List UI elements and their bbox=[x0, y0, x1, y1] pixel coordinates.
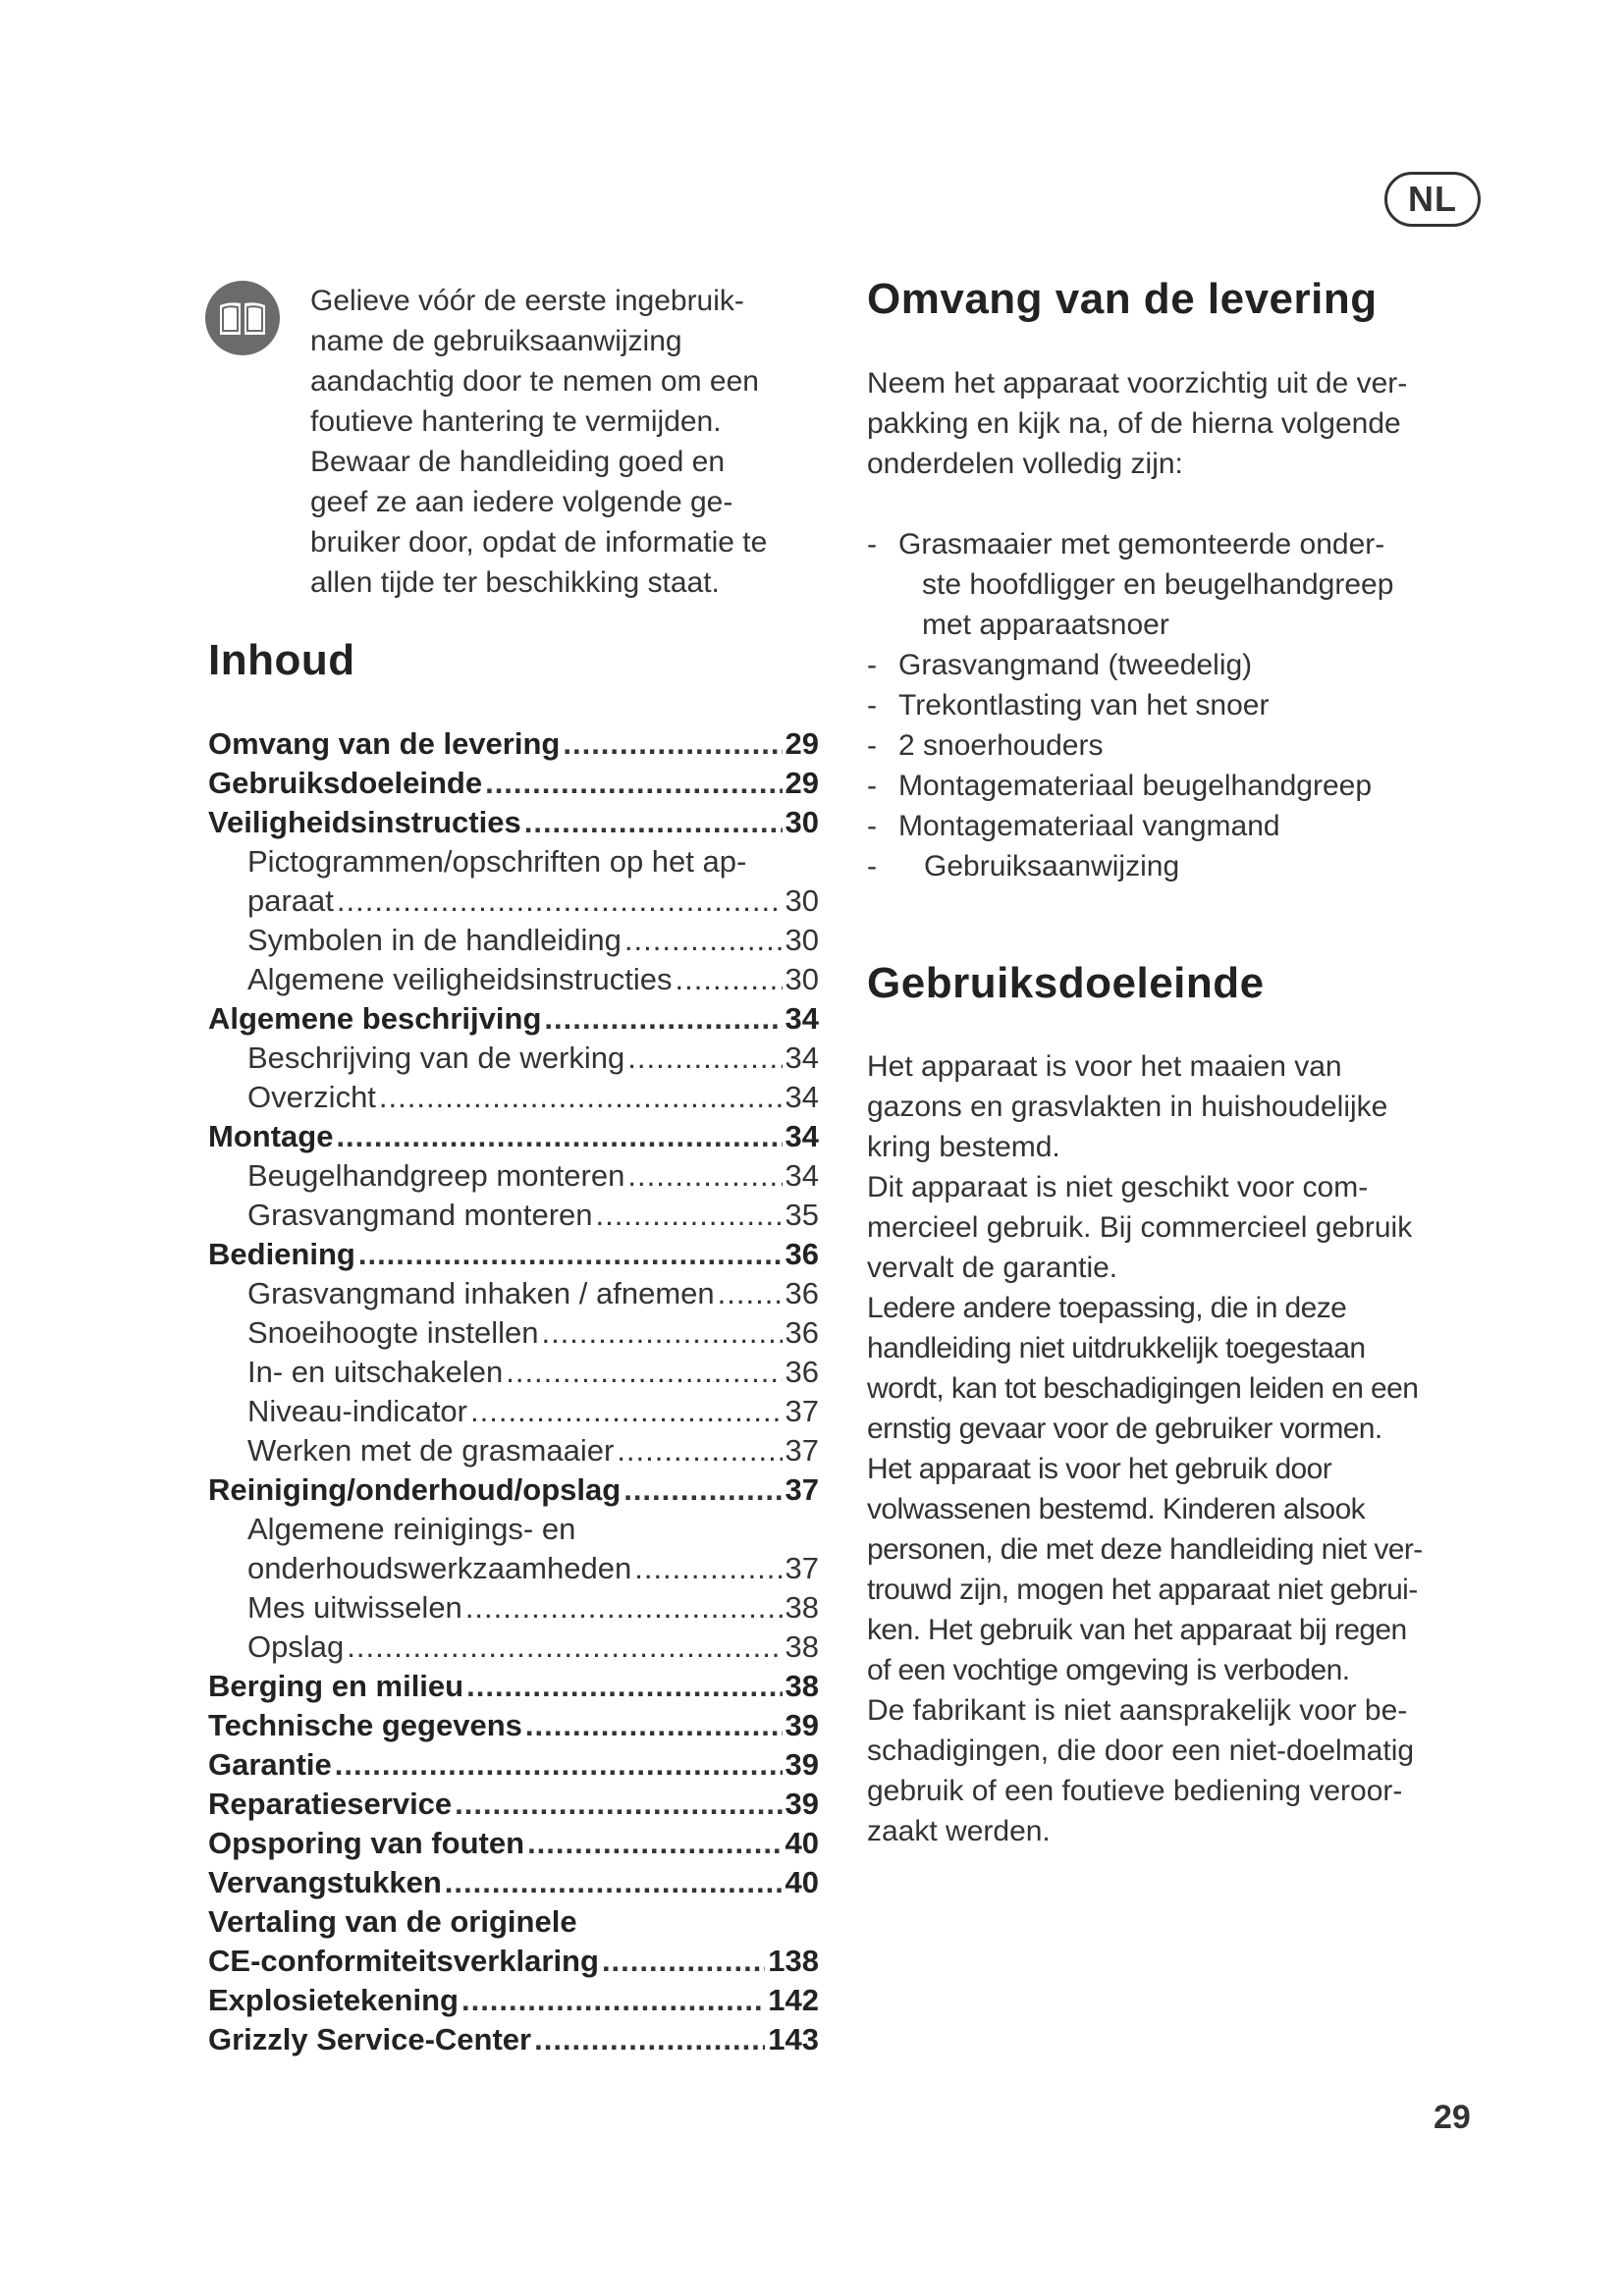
toc-entry-label: Grasvangmand inhaken / afnemen bbox=[247, 1276, 715, 1310]
gebruik-line: personen, die met deze handleiding niet ver- bbox=[867, 1533, 1423, 1566]
toc-leader-dots bbox=[470, 1392, 783, 1431]
gebruik-line: gebruik of een foutieve bediening veroor- bbox=[867, 1775, 1403, 1807]
toc-entry-page: 37 bbox=[785, 1551, 819, 1585]
table-of-contents bbox=[208, 724, 819, 2059]
toc-leader-dots bbox=[445, 1863, 783, 1902]
toc-leader-dots bbox=[623, 1470, 782, 1510]
toc-entry-label: Beugelhandgreep monteren bbox=[247, 1158, 625, 1193]
gebruik-line: wordt, kan tot beschadigingen leiden en een bbox=[867, 1372, 1419, 1405]
toc-entry-label: Montage bbox=[208, 1119, 334, 1153]
toc-entry[interactable] bbox=[208, 842, 819, 881]
delivery-list-item bbox=[867, 846, 1393, 886]
toc-entry-label: In- en uitschakelen bbox=[247, 1355, 504, 1389]
toc-entry-label: Niveau-indicator bbox=[247, 1394, 467, 1428]
delivery-list-item bbox=[867, 524, 1393, 564]
toc-entry-page: 36 bbox=[785, 1315, 819, 1350]
toc-leader-dots bbox=[624, 921, 783, 960]
toc-entry[interactable] bbox=[208, 881, 819, 921]
toc-entry-label: Symbolen in de handleiding bbox=[247, 923, 622, 957]
toc-entry[interactable] bbox=[208, 1431, 819, 1470]
toc-entry-page: 37 bbox=[785, 1394, 819, 1428]
toc-entry[interactable] bbox=[208, 1039, 819, 1078]
toc-entry-label: Algemene beschrijving bbox=[208, 1001, 542, 1036]
toc-entry-label: Veiligheidsinstructies bbox=[208, 805, 521, 839]
toc-entry-page: 40 bbox=[785, 1865, 819, 1899]
delivery-list-item bbox=[867, 605, 1393, 645]
toc-leader-dots bbox=[602, 1942, 765, 1981]
toc-entry[interactable] bbox=[208, 1235, 819, 1274]
toc-entry-label: Opsporing van fouten bbox=[208, 1826, 525, 1860]
delivery-list-item bbox=[867, 766, 1393, 806]
toc-entry[interactable] bbox=[208, 1667, 819, 1706]
delivery-list-item-text: ste hoofdligger en beugelhandgreep bbox=[922, 568, 1394, 601]
toc-leader-dots bbox=[466, 1667, 782, 1706]
delivery-list-item bbox=[867, 564, 1393, 605]
toc-entry-label: Reiniging/onderhoud/opslag bbox=[208, 1472, 622, 1507]
toc-entry[interactable] bbox=[208, 921, 819, 960]
gebruik-line: gazons en grasvlakten in huishoudelijke bbox=[867, 1091, 1388, 1123]
toc-entry-label: Garantie bbox=[208, 1747, 332, 1782]
toc-entry[interactable] bbox=[208, 1274, 819, 1313]
toc-entry[interactable] bbox=[208, 1353, 819, 1392]
toc-entry-label: Omvang van de levering bbox=[208, 726, 561, 761]
list-dash: - bbox=[867, 810, 877, 842]
toc-entry[interactable] bbox=[208, 1902, 819, 1942]
toc-entry-page: 34 bbox=[785, 1001, 819, 1036]
toc-entry-page: 30 bbox=[785, 962, 819, 996]
toc-leader-dots bbox=[358, 1235, 783, 1274]
toc-entry-page: 39 bbox=[785, 1708, 819, 1742]
toc-entry[interactable] bbox=[208, 1785, 819, 1824]
delivery-list-item bbox=[867, 685, 1393, 725]
intro-line: foutieve hantering te vermijden. bbox=[310, 405, 722, 438]
toc-entry-page: 34 bbox=[785, 1041, 819, 1075]
gebruik-line: Het apparaat is voor het gebruik door bbox=[867, 1453, 1332, 1485]
toc-leader-dots bbox=[465, 1588, 783, 1628]
toc-entry[interactable] bbox=[208, 1549, 819, 1588]
toc-entry[interactable] bbox=[208, 1942, 819, 1981]
toc-entry-page: 34 bbox=[785, 1158, 819, 1193]
toc-entry-page: 37 bbox=[785, 1472, 819, 1507]
toc-entry[interactable] bbox=[208, 1628, 819, 1667]
toc-entry-page: 36 bbox=[785, 1355, 819, 1389]
delivery-list-item-text: Gebruiksaanwijzing bbox=[924, 850, 1180, 882]
section-title-omvang: Omvang van de levering bbox=[867, 275, 1378, 323]
toc-entry[interactable] bbox=[208, 1470, 819, 1510]
delivery-list-item-text: Grasmaaier met gemonteerde onder- bbox=[898, 528, 1385, 561]
toc-leader-dots bbox=[524, 803, 783, 842]
toc-entry-page: 38 bbox=[785, 1590, 819, 1625]
gebruik-line: Het apparaat is voor het maaien van bbox=[867, 1050, 1342, 1083]
toc-entry[interactable] bbox=[208, 1981, 819, 2020]
toc-entry-label: Algemene reinigings- en bbox=[247, 1512, 576, 1546]
toc-entry-label: paraat bbox=[247, 883, 334, 918]
toc-entry-label: Reparatieservice bbox=[208, 1787, 453, 1821]
delivery-list-item-text: Trekontlasting van het snoer bbox=[898, 689, 1270, 721]
gebruik-line: ken. Het gebruik van het apparaat bij regen bbox=[867, 1614, 1407, 1646]
toc-leader-dots bbox=[461, 1981, 765, 2020]
list-dash: - bbox=[867, 689, 877, 721]
toc-entry-page: 36 bbox=[785, 1276, 819, 1310]
toc-leader-dots bbox=[718, 1274, 783, 1313]
toc-entry[interactable] bbox=[208, 1510, 819, 1549]
gebruik-line: Dit apparaat is niet geschikt voor com- bbox=[867, 1171, 1369, 1203]
toc-entry-label: Overzicht bbox=[247, 1080, 376, 1114]
intro-line: geef ze aan iedere volgende ge- bbox=[310, 486, 733, 518]
toc-entry-page: 39 bbox=[785, 1787, 819, 1821]
toc-entry-label: Mes uitwisselen bbox=[247, 1590, 462, 1625]
intro-line: Bewaar de handleiding goed en bbox=[310, 446, 726, 478]
intro-line: allen tijde ter beschikking staat. bbox=[310, 566, 720, 599]
toc-entry-page: 30 bbox=[785, 923, 819, 957]
toc-entry[interactable] bbox=[208, 1117, 819, 1156]
toc-leader-dots bbox=[627, 1039, 782, 1078]
toc-entry-page: 138 bbox=[768, 1944, 819, 1978]
intro-line: bruiker door, opdat de informatie te bbox=[310, 526, 768, 559]
gebruik-line: schadigingen, die door een niet-doelmatig bbox=[867, 1735, 1415, 1767]
toc-title: Inhoud bbox=[208, 636, 355, 684]
toc-entry-page: 30 bbox=[785, 883, 819, 918]
gebruik-line: handleiding niet uitdrukkelijk toegestaan bbox=[867, 1332, 1366, 1364]
list-dash: - bbox=[867, 528, 877, 561]
delivery-list-item bbox=[867, 725, 1393, 766]
intro-text bbox=[310, 281, 840, 603]
book-icon bbox=[204, 280, 281, 356]
toc-entry-page: 37 bbox=[785, 1433, 819, 1468]
toc-leader-dots bbox=[544, 999, 782, 1039]
toc-entry-page: 39 bbox=[785, 1747, 819, 1782]
toc-entry[interactable] bbox=[208, 1588, 819, 1628]
gebruik-line: Ledere andere toepassing, die in deze bbox=[867, 1292, 1347, 1324]
toc-leader-dots bbox=[336, 1117, 782, 1156]
toc-entry-label: Grasvangmand monteren bbox=[247, 1198, 593, 1232]
toc-entry[interactable] bbox=[208, 1392, 819, 1431]
page-number: 29 bbox=[1434, 2099, 1471, 2136]
gebruik-text bbox=[867, 1046, 1423, 1851]
list-dash: - bbox=[867, 649, 877, 681]
toc-leader-dots bbox=[347, 1628, 782, 1667]
delivery-list bbox=[867, 524, 1393, 886]
list-dash: - bbox=[867, 850, 877, 882]
delivery-list-item bbox=[867, 645, 1393, 685]
gebruik-line: De fabrikant is niet aansprakelijk voor be- bbox=[867, 1694, 1408, 1727]
toc-leader-dots bbox=[379, 1078, 783, 1117]
toc-leader-dots bbox=[634, 1549, 782, 1588]
toc-leader-dots bbox=[534, 2020, 765, 2059]
toc-entry[interactable] bbox=[208, 764, 819, 803]
toc-entry-label: Technische gegevens bbox=[208, 1708, 522, 1742]
omvang-intro-line: pakking en kijk na, of de hierna volgende bbox=[867, 407, 1401, 440]
gebruik-line: vervalt de garantie. bbox=[867, 1252, 1118, 1284]
toc-entry[interactable] bbox=[208, 1745, 819, 1785]
toc-entry[interactable] bbox=[208, 2020, 819, 2059]
toc-leader-dots bbox=[541, 1313, 782, 1353]
toc-leader-dots bbox=[527, 1824, 782, 1863]
toc-entry-label: Grizzly Service-Center bbox=[208, 2022, 532, 2056]
toc-entry-page: 30 bbox=[785, 805, 819, 839]
delivery-list-item-text: 2 snoerhouders bbox=[898, 729, 1104, 762]
toc-entry-label: Opslag bbox=[247, 1629, 345, 1664]
gebruik-line: zaakt werden. bbox=[867, 1815, 1051, 1847]
toc-entry-label: Pictogrammen/opschriften op het ap- bbox=[247, 844, 747, 879]
toc-leader-dots bbox=[627, 1156, 782, 1196]
toc-leader-dots bbox=[676, 960, 783, 999]
toc-leader-dots bbox=[596, 1196, 783, 1235]
list-dash: - bbox=[867, 770, 877, 802]
toc-entry-label: Bediening bbox=[208, 1237, 355, 1271]
toc-leader-dots bbox=[506, 1353, 782, 1392]
gebruik-line: trouwd zijn, mogen het apparaat niet gebrui- bbox=[867, 1574, 1418, 1606]
toc-entry-label: Snoeihoogte instellen bbox=[247, 1315, 539, 1350]
delivery-list-item-text: Montagemateriaal vangmand bbox=[898, 810, 1280, 842]
delivery-list-item-text: met apparaatsnoer bbox=[922, 609, 1169, 641]
toc-entry-label: Berging en milieu bbox=[208, 1669, 464, 1703]
toc-entry[interactable] bbox=[208, 1078, 819, 1117]
gebruik-line: mercieel gebruik. Bij commercieel gebruik bbox=[867, 1211, 1413, 1244]
gebruik-line: volwassenen bestemd. Kinderen alsook bbox=[867, 1493, 1366, 1525]
delivery-list-item bbox=[867, 806, 1393, 846]
omvang-intro bbox=[867, 363, 1407, 484]
toc-entry-page: 40 bbox=[785, 1826, 819, 1860]
intro-line: name de gebruiksaanwijzing bbox=[310, 325, 682, 357]
toc-leader-dots bbox=[335, 1745, 783, 1785]
toc-entry[interactable] bbox=[208, 1706, 819, 1745]
language-badge: NL bbox=[1384, 172, 1481, 227]
intro-line: aandachtig door te nemen om een bbox=[310, 365, 759, 398]
toc-entry[interactable] bbox=[208, 1156, 819, 1196]
toc-leader-dots bbox=[525, 1706, 783, 1745]
toc-entry-page: 29 bbox=[785, 726, 819, 761]
toc-entry-page: 35 bbox=[785, 1198, 819, 1232]
toc-entry-page: 38 bbox=[785, 1629, 819, 1664]
toc-entry[interactable] bbox=[208, 1313, 819, 1353]
toc-leader-dots bbox=[563, 724, 782, 764]
toc-entry[interactable] bbox=[208, 1824, 819, 1863]
toc-entry-label: Vertaling van de originele bbox=[208, 1904, 577, 1939]
toc-leader-dots bbox=[455, 1785, 782, 1824]
toc-leader-dots bbox=[337, 881, 783, 921]
delivery-list-item-text: Grasvangmand (tweedelig) bbox=[898, 649, 1253, 681]
delivery-list-item-text: Montagemateriaal beugelhandgreep bbox=[898, 770, 1373, 802]
gebruik-line: kring bestemd. bbox=[867, 1131, 1060, 1163]
omvang-intro-line: Neem het apparaat voorzichtig uit de ver- bbox=[867, 367, 1408, 400]
toc-entry-page: 38 bbox=[785, 1669, 819, 1703]
omvang-intro-line: onderdelen volledig zijn: bbox=[867, 448, 1183, 480]
toc-entry-label: Explosietekening bbox=[208, 1983, 459, 2017]
toc-entry[interactable] bbox=[208, 724, 819, 764]
toc-entry-label: CE-conformiteitsverklaring bbox=[208, 1944, 599, 1978]
section-title-gebruik: Gebruiksdoeleinde bbox=[867, 959, 1265, 1007]
toc-entry-label: Vervangstukken bbox=[208, 1865, 442, 1899]
toc-entry-page: 29 bbox=[785, 766, 819, 800]
gebruik-line: of een vochtige omgeving is verboden. bbox=[867, 1654, 1350, 1686]
toc-entry-label: Beschrijving van de werking bbox=[247, 1041, 625, 1075]
list-dash: - bbox=[867, 729, 877, 762]
toc-entry[interactable] bbox=[208, 803, 819, 842]
toc-entry[interactable] bbox=[208, 1863, 819, 1902]
toc-entry-label: Algemene veiligheidsinstructies bbox=[247, 962, 673, 996]
toc-entry-label: onderhoudswerkzaamheden bbox=[247, 1551, 632, 1585]
toc-entry-page: 34 bbox=[785, 1080, 819, 1114]
toc-entry-page: 142 bbox=[768, 1983, 819, 2017]
toc-entry-label: Gebruiksdoeleinde bbox=[208, 766, 483, 800]
toc-entry-page: 36 bbox=[785, 1237, 819, 1271]
toc-entry[interactable] bbox=[208, 999, 819, 1039]
intro-line: Gelieve vóór de eerste ingebruik- bbox=[310, 285, 744, 317]
toc-leader-dots bbox=[485, 764, 782, 803]
toc-entry-label: Werken met de grasmaaier bbox=[247, 1433, 615, 1468]
toc-entry-page: 143 bbox=[768, 2022, 819, 2056]
gebruik-line: ernstig gevaar voor de gebruiker vormen. bbox=[867, 1413, 1382, 1445]
toc-entry[interactable] bbox=[208, 960, 819, 999]
toc-leader-dots bbox=[617, 1431, 782, 1470]
toc-entry[interactable] bbox=[208, 1196, 819, 1235]
toc-entry-page: 34 bbox=[785, 1119, 819, 1153]
